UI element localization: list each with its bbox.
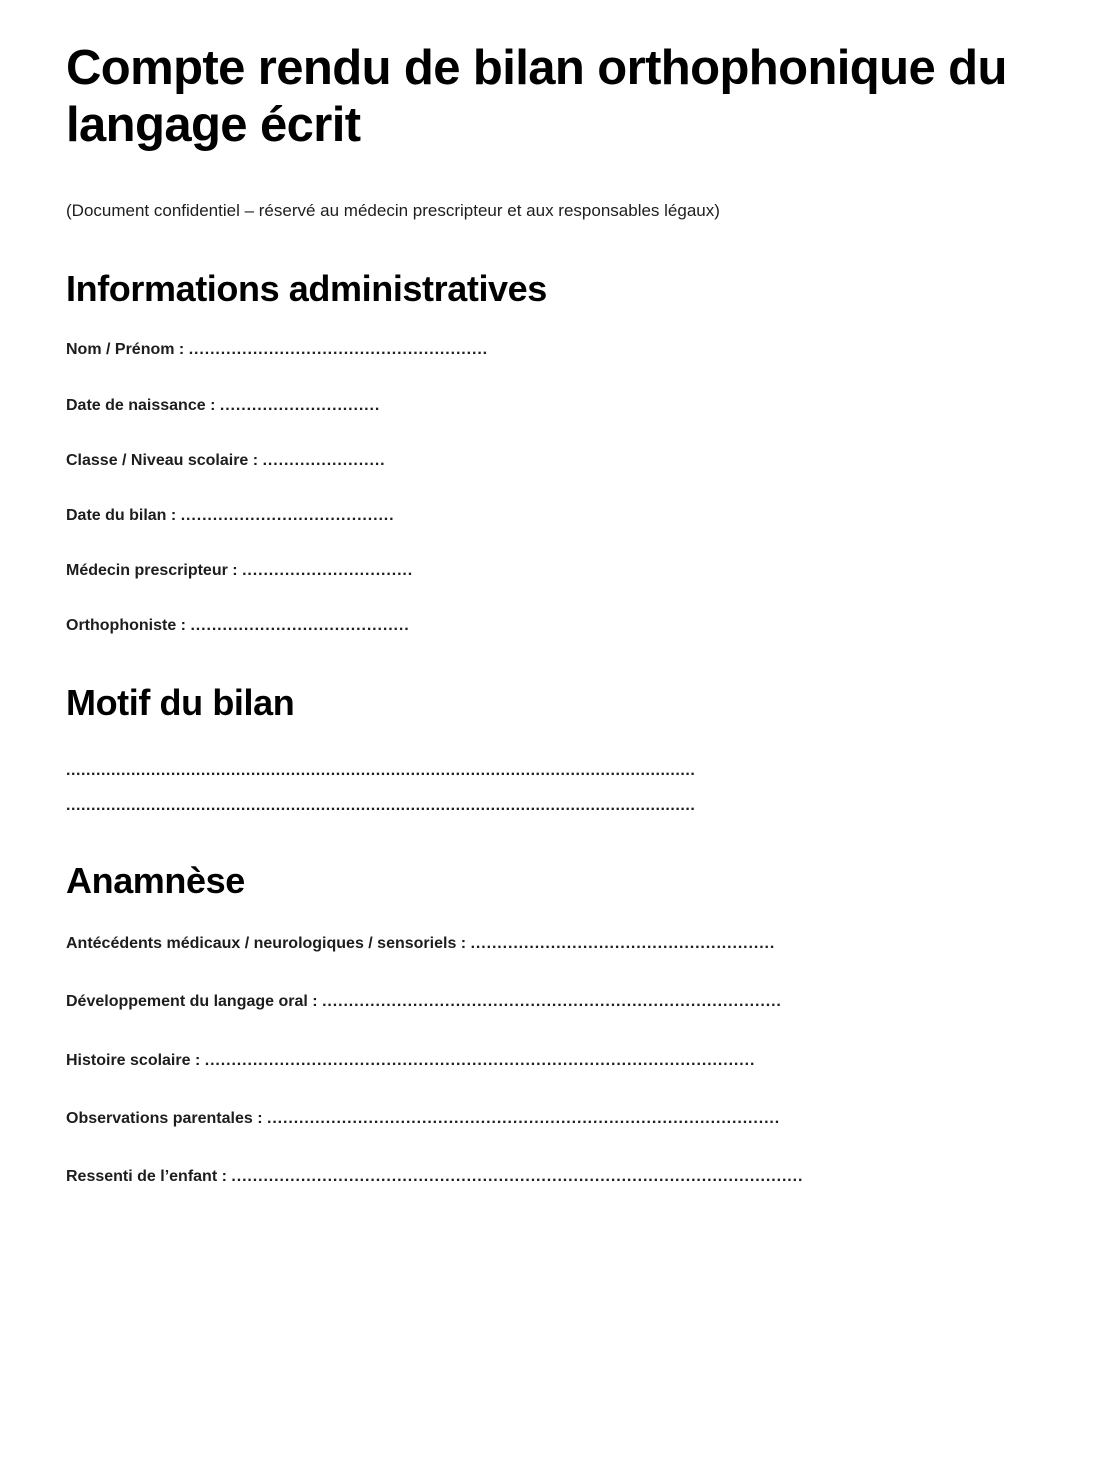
field-label: Observations parentales : — [66, 1109, 263, 1127]
document-confidentiality-note: (Document confidentiel – réservé au médecin prescripteur et aux responsables légaux) — [66, 200, 720, 220]
field-label: Date du bilan : — [66, 506, 177, 524]
field-dotted-blank[interactable]: ......................................... — [190, 617, 410, 635]
field-label: Histoire scolaire : — [66, 1051, 201, 1069]
field-row-classe-niveau-scolaire — [66, 449, 1032, 472]
field-row-medecin-prescripteur — [66, 559, 1032, 582]
field-row-ressenti-de-l-enfant — [66, 1165, 1032, 1188]
field-label: Orthophoniste : — [66, 617, 186, 635]
answer-dotted-line[interactable]: .............................................................................................................................. — [66, 796, 696, 814]
field-dotted-blank[interactable]: .............................. — [219, 396, 381, 414]
field-dotted-blank[interactable]: ................................................................................................ — [266, 1109, 781, 1127]
field-dotted-blank[interactable]: ........................................................ — [188, 341, 489, 359]
field-dotted-blank[interactable]: ........................................................................................................... — [231, 1167, 804, 1185]
field-row-developpement-langage-oral — [66, 990, 1032, 1013]
field-row-date-de-naissance — [66, 394, 1032, 417]
administrative-fields-list — [66, 338, 1032, 637]
section-heading-informations-administratives: Informations administratives — [66, 268, 547, 310]
field-label: Date de naissance : — [66, 396, 216, 414]
field-label: Ressenti de l’enfant : — [66, 1167, 227, 1185]
motif-answer-area — [66, 759, 1032, 817]
field-label: Développement du langage oral : — [66, 993, 318, 1011]
answer-dotted-line[interactable]: .............................................................................................................................. — [66, 761, 696, 779]
field-dotted-blank[interactable]: ........................................ — [180, 506, 395, 524]
field-dotted-blank[interactable]: ................................ — [242, 562, 414, 580]
field-dotted-blank[interactable]: ....................................................................................................... — [204, 1051, 756, 1069]
section-heading-motif-du-bilan: Motif du bilan — [66, 682, 295, 724]
field-label: Classe / Niveau scolaire : — [66, 451, 259, 469]
page-title: Compte rendu de bilan orthophonique du langage écrit — [66, 41, 1007, 152]
field-label: Nom / Prénom : — [66, 341, 185, 359]
anamnese-fields-list — [66, 932, 1032, 1188]
field-row-nom-prenom — [66, 338, 1032, 361]
field-row-antecedents-medicaux — [66, 932, 1032, 955]
field-label: Médecin prescripteur : — [66, 562, 238, 580]
field-dotted-blank[interactable]: ......................................................... — [470, 935, 776, 953]
field-label: Antécédents médicaux / neurologiques / sensoriels : — [66, 935, 467, 953]
field-row-observations-parentales — [66, 1107, 1032, 1130]
field-dotted-blank[interactable]: ....................... — [262, 451, 386, 469]
field-dotted-blank[interactable]: ...................................................................................... — [322, 993, 782, 1011]
field-row-orthophoniste — [66, 614, 1032, 637]
section-heading-anamnese: Anamnèse — [66, 860, 245, 902]
field-row-histoire-scolaire — [66, 1049, 1032, 1072]
field-row-date-du-bilan — [66, 504, 1032, 527]
